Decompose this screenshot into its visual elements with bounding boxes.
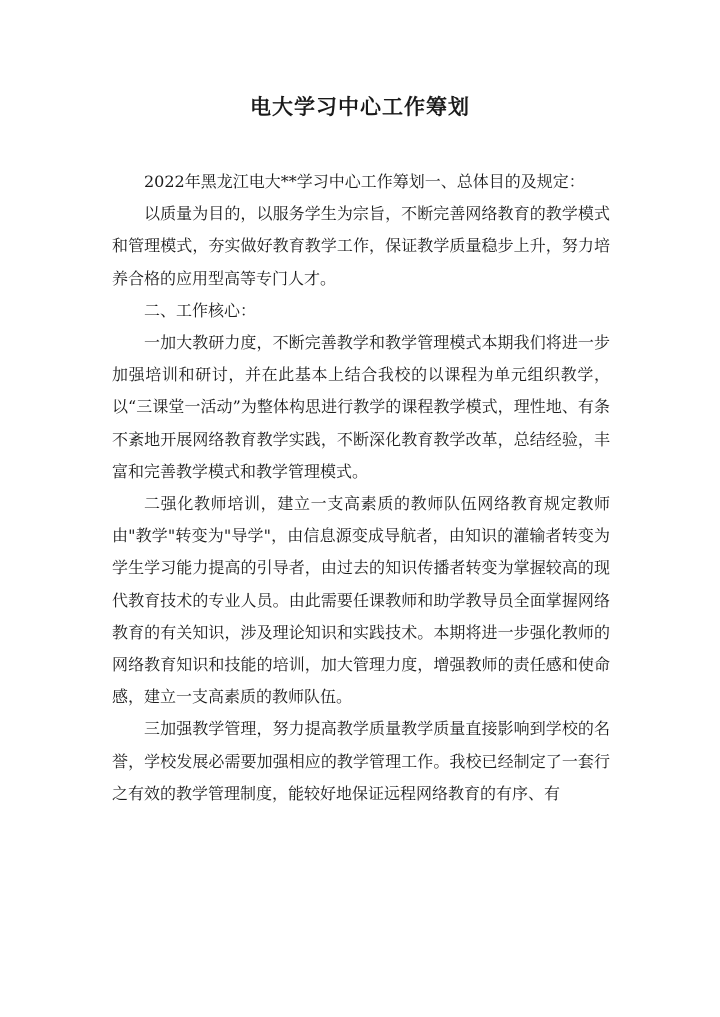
paragraph-intro: 2022年黑龙江电大**学习中心工作筹划一、总体目的及规定： <box>144 172 585 191</box>
paragraph-teaching-research: 一加大教研力度，不断完善教学和教学管理模式本期我们将进一步加强培训和研讨，并在此基本上结合我校的以课程为单元组织教学，以“三课堂一活动”为整体构思进行教学的课程教学模式，理性地、有条不紊地开展网络教育教学实践，不断深化教育教学改革，总结经验，丰富和完善教学模式和教学管理模式。 <box>112 333 610 481</box>
paragraph-teacher-training: 二强化教师培训，建立一支高素质的教师队伍网络教育规定教师由"教学"转变为"导学"，由信息源变成导航者，由知识的灌输者转变为学生学习能力提高的引导者，由过去的知识传播者转变为掌握较高的现代教育技术的专业人员。由此需要任课教师和助学教导员全面掌握网络教育的有关知识，涉及理论知识和实践技术。本期将进一步强化教师的网络教育知识和技能的培训，加大管理力度，增强教师的责任感和使命感，建立一支高素质的教师队伍。 <box>112 494 610 707</box>
paragraph-teaching-management: 三加强教学管理，努力提高教学质量教学质量直接影响到学校的名誉，学校发展必需要加强相应的教学管理工作。我校已经制定了一套行之有效的教学管理制度，能较好地保证远程网络教育的有序、有 <box>112 719 610 803</box>
paragraph-heading-core: 二、工作核心： <box>144 300 257 320</box>
document-title: 电大学习中心工作筹划 <box>250 94 470 119</box>
document-body <box>112 166 610 810</box>
paragraph-goal: 以质量为目的，以服务学生为宗旨，不断完善网络教育的教学模式和管理模式，夯实做好教育教学工作，保证教学质量稳步上升，努力培养合格的应用型高等专门人才。 <box>112 204 610 288</box>
